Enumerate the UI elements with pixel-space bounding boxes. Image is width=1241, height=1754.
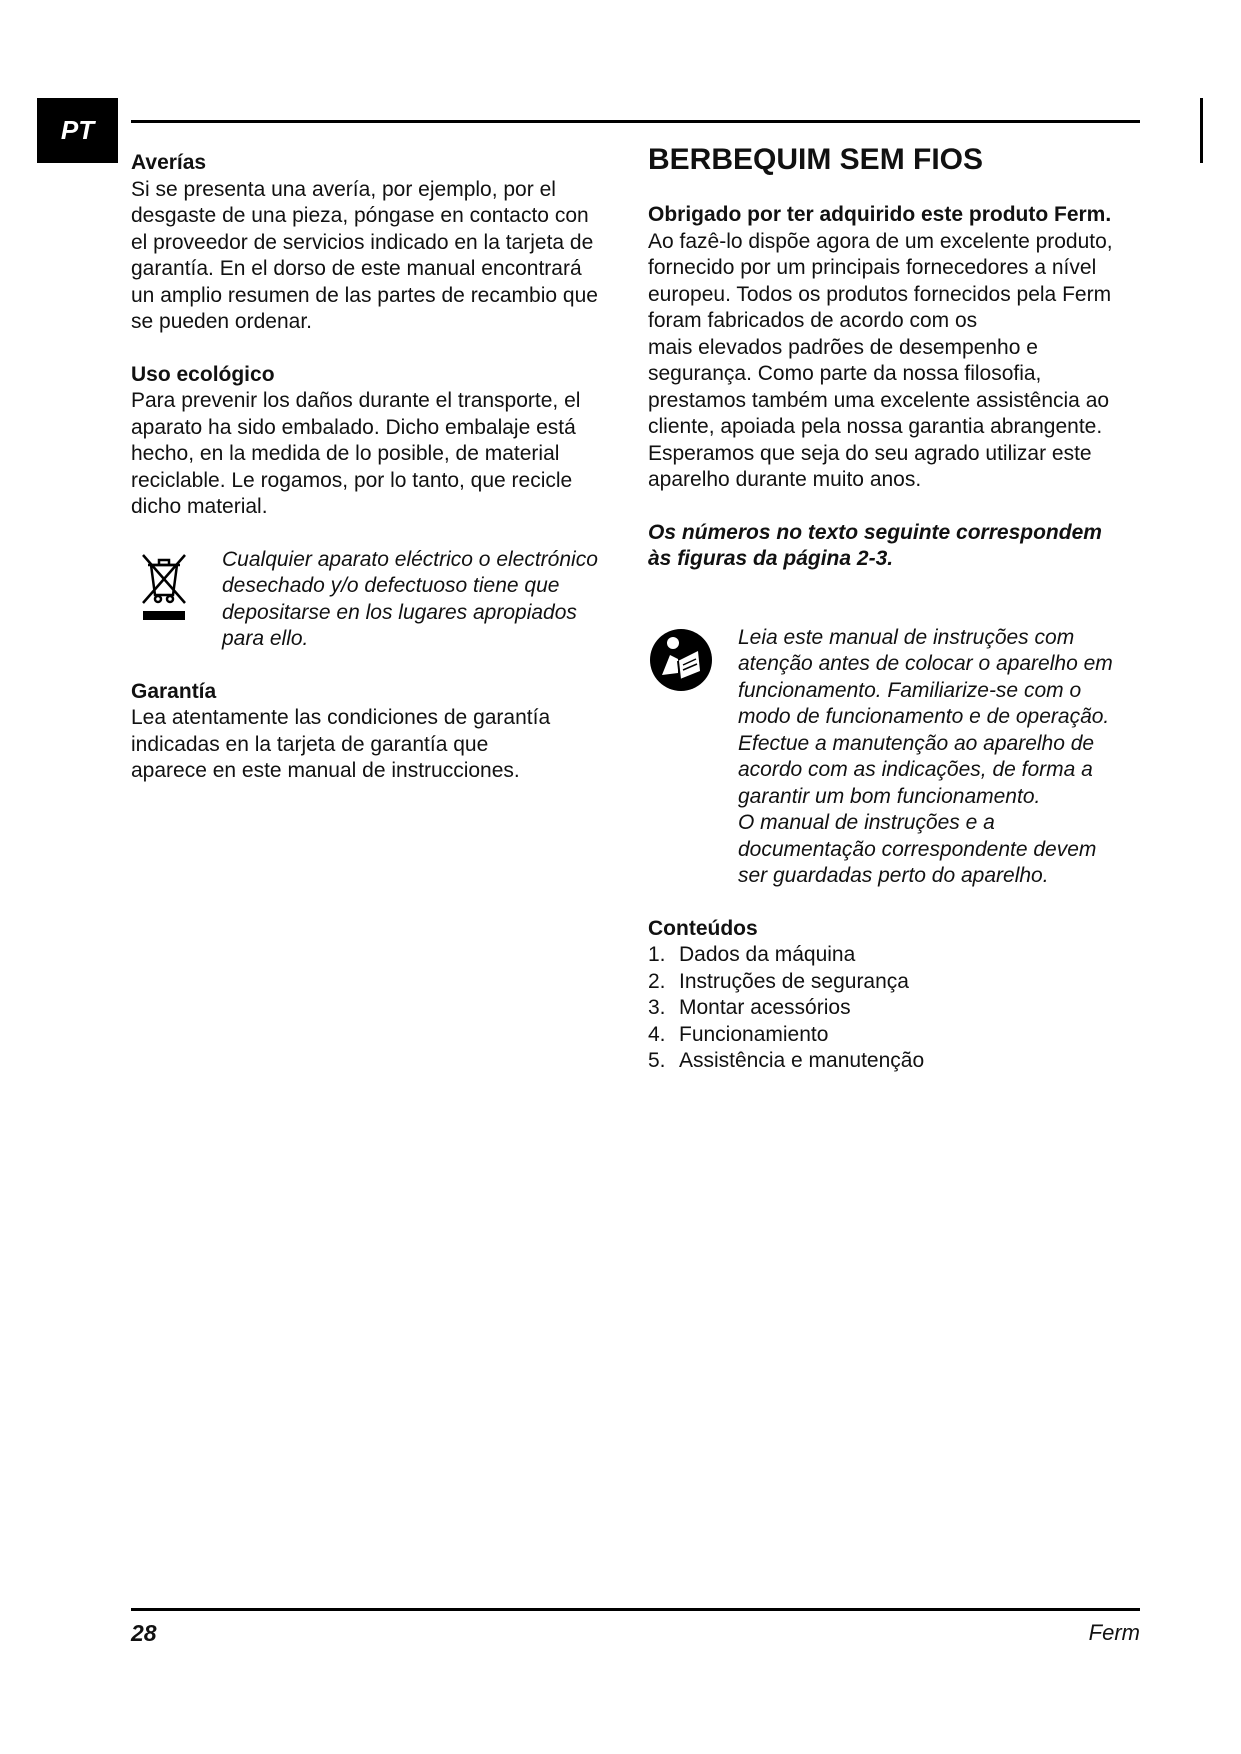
- section-heading-garantia: Garantía: [131, 679, 217, 703]
- intro-text: Ao fazê-lo dispõe agora de um excelente produto, fornecido por um principais fornecedores a nível europeu. Todos os produtos fornecidos pela Ferm foram fabricados de acordo com os mais elevados padrões de desempenho e segurança. Como parte da nossa filosofia, prestamos também uma excelente assistência ao cliente, apoiada pela nossa garantia abrangente. Esperamos que seja do seu agrado utilizar este aparelho durante muito anos.: [648, 229, 1113, 491]
- margin-marker: [1200, 98, 1203, 163]
- read-manual-notice: [648, 625, 1148, 890]
- read-manual-text: Leia este manual de instruções com atenção antes de colocar o aparelho em funcionamento. Familiarize-se com o modo de funcionamento e de operação. Efectue a manutenção ao aparelho de acordo com as indicações, de forma a garantir um bom funcionamento. O manual de instruções e a documentação correspondente devem ser guardadas perto do aparelho.: [738, 625, 1113, 887]
- section-heading-averias: Averías: [131, 151, 207, 174]
- contents-item: 4. Funcionamiento: [648, 1022, 829, 1046]
- contents-heading: Conteúdos: [648, 916, 758, 940]
- page-number: 28: [131, 1620, 157, 1646]
- contents-item: 5. Assistência e manutenção: [648, 1049, 925, 1072]
- footer-brand: Ferm: [1088, 1620, 1140, 1645]
- contents-item: 3. Montar acessórios: [648, 996, 851, 1019]
- language-tab: PT: [37, 98, 118, 163]
- section-heading-uso-ecologico: Uso ecológico: [131, 362, 275, 386]
- section-body-garantia: Lea atentamente las condiciones de garantía indicadas en la tarjeta de garantía que aparece en este manual de instrucciones.: [131, 706, 551, 782]
- figures-note: Os números no texto seguinte correspondem às figuras da página 2-3.: [648, 520, 1102, 570]
- right-column: [648, 142, 1148, 1075]
- contents-item: 1. Dados da máquina: [648, 943, 856, 966]
- weee-notice: [131, 547, 631, 653]
- weee-notice-text: Cualquier aparato eléctrico o electrónico desechado y/o defectuoso tiene que depositarse en los lugares apropiados para ello.: [222, 547, 598, 650]
- weee-crossed-bin-icon: [139, 551, 189, 626]
- section-body-uso-ecologico: Para prevenir los daños durante el transporte, el aparato ha sido embalado. Dicho embalaje está hecho, en la medida de lo posible, de material reciclable. Le rogamos, por lo tanto, que recicle dicho material.: [131, 389, 581, 518]
- header-rule: [131, 120, 1140, 123]
- page-title: BERBEQUIM SEM FIOS: [648, 143, 984, 176]
- contents-list: [648, 942, 1148, 1075]
- read-manual-icon: [648, 627, 714, 693]
- thanks-heading: Obrigado por ter adquirido este produto Ferm.: [648, 203, 1112, 226]
- contents-item: 2. Instruções de segurança: [648, 969, 909, 993]
- footer-rule: [131, 1608, 1140, 1611]
- left-column: [131, 150, 631, 785]
- section-body-averias: Si se presenta una avería, por ejemplo, por el desgaste de una pieza, póngase en contacto con el proveedor de servicios indicado en la tarjeta de garantía. En el dorso de este manual encontrará un amplio resumen de las partes de recambio que se pueden ordenar.: [131, 177, 598, 333]
